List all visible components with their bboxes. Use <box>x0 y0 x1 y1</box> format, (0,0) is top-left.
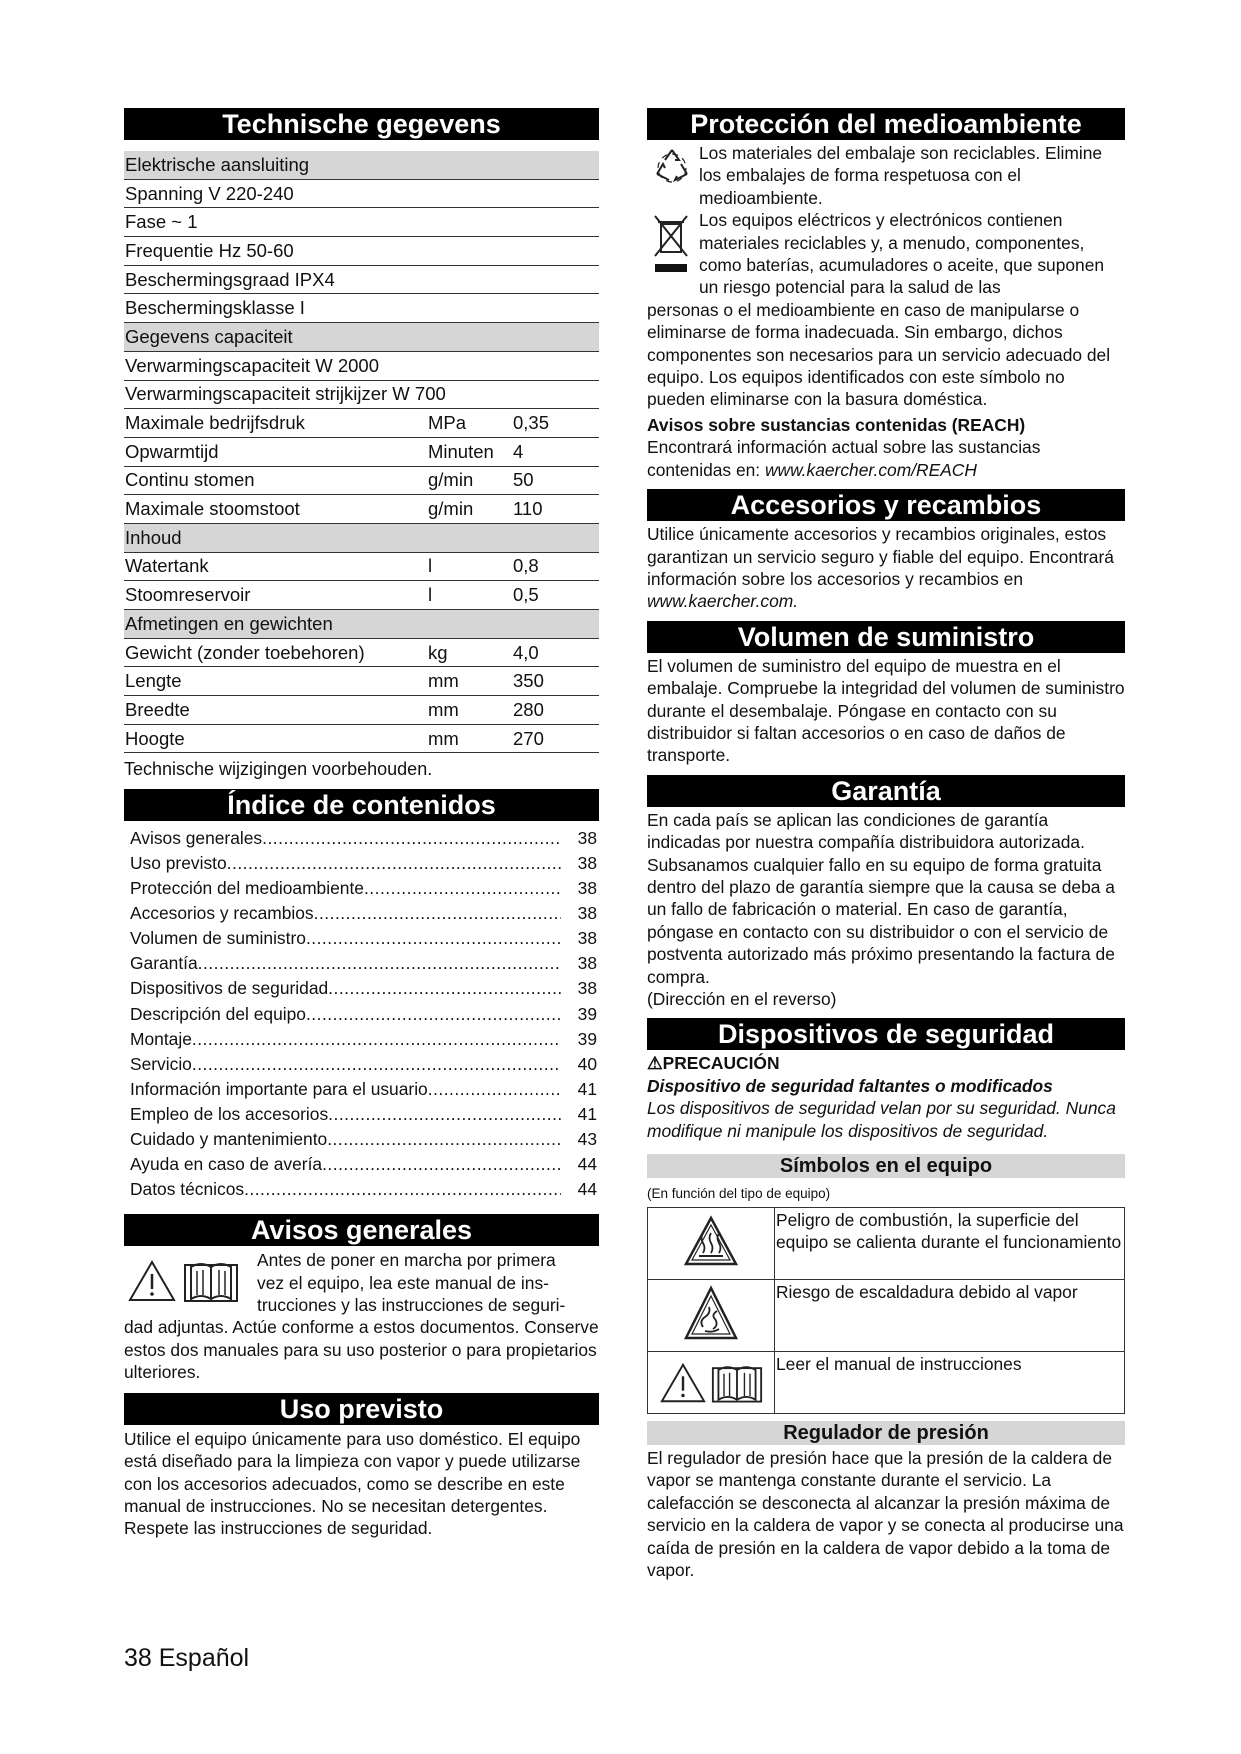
spec-unit: mm <box>427 696 512 725</box>
acc-paragraph <box>647 523 1125 613</box>
spec-label: Maximale bedrijfsdruk <box>124 409 427 438</box>
toc-entry-page: 44 <box>577 1179 597 1200</box>
toc-entry-page: 40 <box>577 1053 597 1074</box>
spec-label: Watertank <box>124 552 427 581</box>
avisos-icons <box>127 1259 239 1303</box>
spec-row <box>124 265 599 294</box>
toc-entry-label: Descripción del equipo <box>130 1003 306 1024</box>
toc-entry-label: Ayuda en caso de avería <box>130 1154 323 1175</box>
spec-row <box>124 581 599 610</box>
spec-row <box>124 466 599 495</box>
spec-label: Frequentie Hz 50-60 <box>124 237 599 266</box>
reach-paragraph <box>647 436 1125 481</box>
toc-entry-label: Información importante para el usuario <box>130 1078 428 1099</box>
toc-entry-label: Empleo de los accesorios <box>130 1103 329 1124</box>
spec-row <box>124 409 599 438</box>
symbol-icon-cell <box>648 1352 775 1414</box>
spec-unit: MPa <box>427 409 512 438</box>
toc-entry[interactable] <box>124 926 599 951</box>
spec-unit: kg <box>427 638 512 667</box>
toc-entry-label: Avisos generales <box>130 827 263 848</box>
spec-unit: g/min <box>427 466 512 495</box>
reach-link[interactable]: www.kaercher.com/REACH <box>764 459 977 480</box>
symbol-row <box>648 1280 1125 1352</box>
toc-entry-page: 38 <box>577 878 597 899</box>
reg-title: Regulador de presión <box>647 1421 1125 1445</box>
tech-note: Technische wijzigingen voorbehouden. <box>124 759 433 780</box>
spec-value: 0,5 <box>512 581 599 610</box>
toc-entry-label: Montaje <box>130 1028 192 1049</box>
toc-entry-label: Protección del medioambiente <box>130 878 364 899</box>
spec-value: 50 <box>512 466 599 495</box>
toc-leader-dots <box>262 826 561 851</box>
toc-leader-dots <box>327 1127 561 1152</box>
spec-label: Gewicht (zonder toebehoren) <box>124 638 427 667</box>
reach-text: Encontrará información actual sobre las sustancias contenidas en: <box>647 437 1041 480</box>
toc-entry-page: 43 <box>577 1128 597 1149</box>
toc-entry-page: 38 <box>577 953 597 974</box>
toc-entry[interactable] <box>124 1077 599 1102</box>
spec-value: 0,35 <box>512 409 599 438</box>
spec-value: 0,8 <box>512 552 599 581</box>
avisos-title: Avisos generales <box>124 1214 599 1246</box>
spec-row <box>124 294 599 323</box>
reg-text: El regulador de presión hace que la presión de la caldera de vapor se mantenga constante durante el servicio. La calefacción se desconecta al alcanzar la presión máxima de servicio en la caldera de vapor y se conecta al producirse una caída de presión en la caldera de vapor debido a la toma de vapor. <box>647 1448 1124 1581</box>
spec-label: Opwarmtijd <box>124 437 427 466</box>
spec-section-row <box>124 151 599 179</box>
spec-label: Inhoud <box>124 523 599 552</box>
toc-entry-page: 38 <box>577 852 597 873</box>
toc-entry-label: Accesorios y recambios <box>130 903 314 924</box>
toc-entry-page: 38 <box>577 928 597 949</box>
toc-leader-dots <box>306 926 561 951</box>
spec-unit: Minuten <box>427 437 512 466</box>
symbol-icon-cell <box>648 1280 775 1352</box>
toc-entry-page: 44 <box>577 1154 597 1175</box>
spec-section-row <box>124 523 599 552</box>
toc-entry-page: 38 <box>577 827 597 848</box>
toc-entry[interactable] <box>124 1152 599 1177</box>
toc-entry-label: Servicio <box>130 1053 192 1074</box>
avisos-line-3: trucciones y las instrucciones de seguri- <box>257 1295 566 1316</box>
toc-entry[interactable] <box>124 1127 599 1152</box>
reach-heading: Avisos sobre sustancias contenidas (REACH) <box>647 414 1026 435</box>
toc-leader-dots <box>364 876 561 901</box>
spec-label: Stoomreservoir <box>124 581 427 610</box>
env-text-1: Los materiales del embalaje son reciclables. Elimine los embalajes de forma respetuosa con el medioambiente. <box>699 143 1103 208</box>
toc-leader-dots <box>428 1077 561 1102</box>
crossed-bin-icon <box>651 212 691 274</box>
toc-entry-page: 41 <box>577 1103 597 1124</box>
warning-triangle-icon <box>127 1259 177 1303</box>
spec-label: Gegevens capaciteit <box>124 323 599 352</box>
tech-data-title: Technische gegevens <box>124 108 599 140</box>
env-text-2b: personas o el medioambiente en caso de manipularse o eliminarse de forma inadecuada. Sin embargo, dichos componentes son necesarios para un servicio adecuado del equipo. Los equipos identificados con este símbolo no pueden eliminarse con la basura doméstica. <box>647 299 1111 410</box>
spec-row <box>124 380 599 409</box>
spec-value: 350 <box>512 667 599 696</box>
gar-title: Garantía <box>647 775 1125 807</box>
toc-entry[interactable] <box>124 876 599 901</box>
toc-leader-dots <box>227 851 561 876</box>
symbols-table <box>647 1207 1125 1414</box>
tech-data-table <box>124 151 599 753</box>
symbol-text: Riesgo de escaldadura debido al vapor <box>775 1280 1125 1352</box>
spec-row <box>124 667 599 696</box>
toc-leader-dots <box>328 976 561 1001</box>
spec-label: Continu stomen <box>124 466 427 495</box>
warning-triangle-icon <box>659 1361 707 1405</box>
uso-text: Utilice el equipo únicamente para uso doméstico. El equipo está diseñado para la limpieza con vapor y puede utilizarse con los accesorios adecuados, como se describe en este manual de instrucciones. No se necesitan detergentes. Respete las instrucciones de seguridad. <box>124 1428 581 1539</box>
avisos-section <box>124 1249 599 1383</box>
env-title: Protección del medioambiente <box>647 108 1125 140</box>
acc-title: Accesorios y recambios <box>647 489 1125 521</box>
spec-unit: l <box>427 581 512 610</box>
toc-entry[interactable] <box>124 851 599 876</box>
spec-label: Spanning V 220-240 <box>124 179 599 208</box>
spec-unit: mm <box>427 667 512 696</box>
toc-entry-label: Uso previsto <box>130 852 227 873</box>
toc-entry[interactable] <box>124 901 599 926</box>
spec-unit: g/min <box>427 495 512 524</box>
precaution-text: PRECAUCIÓN <box>662 1053 780 1074</box>
spec-label: Hoogte <box>124 724 427 753</box>
acc-link[interactable]: www.kaercher.com. <box>647 591 799 612</box>
avisos-line-1: Antes de poner en marcha por primera <box>257 1250 556 1271</box>
toc-entry-label: Datos técnicos <box>130 1179 245 1200</box>
toc-entry[interactable] <box>124 976 599 1001</box>
toc-entry[interactable] <box>124 951 599 976</box>
page-footer: 38 Español <box>124 1644 250 1672</box>
spec-row <box>124 179 599 208</box>
caution-triangle-icon: ⚠ <box>647 1053 663 1074</box>
spec-label: Breedte <box>124 696 427 725</box>
toc-entry-label: Dispositivos de seguridad <box>130 978 329 999</box>
toc-entry-page: 38 <box>577 978 597 999</box>
vol-text: El volumen de suministro del equipo de muestra en el embalaje. Compruebe la integridad del volumen de suministro durante el desembalaje. Póngase en contacto con su distribuidor si faltan accesorios o en caso de daños de transporte. <box>647 655 1125 766</box>
spec-unit: l <box>427 552 512 581</box>
spec-label: Beschermingsgraad IPX4 <box>124 265 599 294</box>
symbol-text: Leer el manual de instrucciones <box>775 1352 1125 1414</box>
toc-leader-dots <box>322 1152 561 1177</box>
toc-entry[interactable] <box>124 1177 599 1202</box>
toc-title: Índice de contenidos <box>124 789 599 821</box>
toc-leader-dots <box>192 1027 561 1052</box>
toc-entry-page: 38 <box>577 903 597 924</box>
seg-heading: Dispositivo de seguridad faltantes o modificados <box>647 1075 1053 1096</box>
spec-label: Afmetingen en gewichten <box>124 610 599 639</box>
spec-label: Verwarmingscapaciteit W 2000 <box>124 351 599 380</box>
right-column <box>647 108 1125 1581</box>
seg-title: Dispositivos de seguridad <box>647 1018 1125 1050</box>
toc-leader-dots <box>198 951 561 976</box>
toc-entry-page: 39 <box>577 1028 597 1049</box>
precaution-label <box>647 1052 1125 1074</box>
spec-row <box>124 638 599 667</box>
toc-entry[interactable] <box>124 826 599 851</box>
hot-surface-warning-icon <box>683 1215 739 1267</box>
spec-row <box>124 552 599 581</box>
spec-value: 4 <box>512 437 599 466</box>
toc-leader-dots <box>244 1177 561 1202</box>
spec-value: 280 <box>512 696 599 725</box>
read-manual-icon <box>711 1361 763 1405</box>
gar-address: (Dirección en el reverso) <box>647 989 837 1009</box>
spec-row <box>124 208 599 237</box>
env-text-2a: Los equipos eléctricos y electrónicos contienen materiales reciclables y, a menudo, componentes, como baterías, acumuladores o aceite, que suponen un riesgo potencial para la salud de las <box>699 210 1105 298</box>
spec-label: Lengte <box>124 667 427 696</box>
vol-title: Volumen de suministro <box>647 621 1125 653</box>
env-section <box>647 142 1125 481</box>
spec-row <box>124 237 599 266</box>
toc-leader-dots <box>328 1102 561 1127</box>
toc-entry[interactable] <box>124 1102 599 1127</box>
symbol-row <box>648 1208 1125 1280</box>
spec-label: Fase ~ 1 <box>124 208 599 237</box>
recycling-icon <box>651 146 693 186</box>
symbols-title: Símbolos en el equipo <box>647 1154 1125 1178</box>
toc-leader-dots <box>306 1002 561 1027</box>
spec-row <box>124 351 599 380</box>
toc-entry[interactable] <box>124 1002 599 1027</box>
toc-entry-page: 41 <box>577 1078 597 1099</box>
symbols-note: (En función del tipo de equipo) <box>647 1186 831 1202</box>
seg-text: Los dispositivos de seguridad velan por su seguridad. Nunca modifique ni manipule los dispositivos de seguridad. <box>647 1098 1116 1141</box>
spec-section-row <box>124 610 599 639</box>
symbol-text: Peligro de combustión, la superficie del equipo se calienta durante el funcionamiento <box>775 1208 1125 1280</box>
spec-row <box>124 696 599 725</box>
symbol-row <box>648 1352 1125 1414</box>
spec-row <box>124 437 599 466</box>
spec-value: 110 <box>512 495 599 524</box>
toc-entry[interactable] <box>124 1052 599 1077</box>
spec-section-row <box>124 323 599 352</box>
spec-row <box>124 495 599 524</box>
avisos-line-2: vez el equipo, lea este manual de ins- <box>257 1272 549 1293</box>
spec-label: Maximale stoomstoot <box>124 495 427 524</box>
toc-entry-label: Cuidado y mantenimiento <box>130 1128 328 1149</box>
toc-entry-page: 39 <box>577 1003 597 1024</box>
symbol-icon-cell <box>648 1208 775 1280</box>
toc-leader-dots <box>192 1052 561 1077</box>
spec-label: Elektrische aansluiting <box>124 151 599 179</box>
acc-text: Utilice únicamente accesorios y recambios originales, estos garantizan un servicio seguro y fiable del equipo. Encontrará información sobre los accesorios y recambios en <box>647 524 1114 589</box>
scald-steam-warning-icon <box>683 1285 739 1341</box>
toc-entry-label: Garantía <box>130 953 198 974</box>
toc-entry-label: Volumen de suministro <box>130 928 306 949</box>
toc-list <box>124 826 599 1202</box>
spec-label: Beschermingsklasse I <box>124 294 599 323</box>
spec-unit: mm <box>427 724 512 753</box>
toc-entry[interactable] <box>124 1027 599 1052</box>
avisos-text-rest: dad adjuntas. Actúe conforme a estos documentos. Conserve estos dos manuales para su uso posterior o para propietarios ulteriores. <box>124 1317 599 1383</box>
spec-value: 270 <box>512 724 599 753</box>
manual-book-icon <box>183 1259 239 1303</box>
toc-leader-dots <box>314 901 561 926</box>
left-column <box>124 108 599 1540</box>
spec-value: 4,0 <box>512 638 599 667</box>
spec-label: Verwarmingscapaciteit strijkijzer W 700 <box>124 380 599 409</box>
gar-text: En cada país se aplican las condiciones de garantía indicadas por nuestra compañía distribuidora autorizada. Subsanamos cualquier fallo en su equipo de forma gratuita dentro del plazo de garantía siempre que la causa se deba a un fallo de fabricación o material. En caso de garantía, póngase en contacto con su distribuidor o con el servicio de postventa autorizado más próximo presentando la factura de compra. <box>647 809 1115 987</box>
spec-row <box>124 724 599 753</box>
uso-title: Uso previsto <box>124 1393 599 1425</box>
